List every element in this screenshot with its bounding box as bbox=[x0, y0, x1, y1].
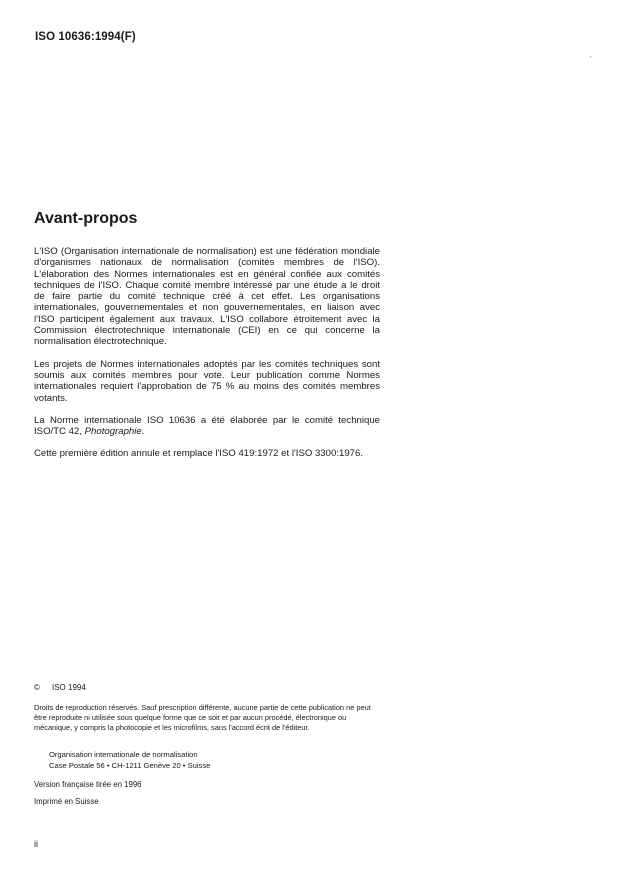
foreword-paragraph-1: L'ISO (Organisation internationale de normalisation) est une fédération mondiale d'organismes nationaux de normalisation (comités membres de l'ISO). L'élaboration des Normes internationales est en général confiée aux comités techniques de l'ISO. Chaque comité membre intéressé par une étude a le droit de faire partie du comité technique créé à cet effet. Les organisations internationales, gouvernementales et non gouvernementales, en liaison avec l'ISO participent également aux travaux. L'ISO collabore étroitement avec la Commission électrotechnique internationale (CEI) en ce qui concerne la normalisation électrotechnique. bbox=[34, 246, 380, 348]
foreword-paragraph-3 bbox=[34, 415, 380, 438]
postal-address: Case Postale 56 • CH-1211 Genève 20 • Suisse bbox=[49, 760, 211, 770]
copyright-icon: © bbox=[34, 683, 40, 692]
copyright-line bbox=[34, 683, 86, 692]
copyright-text: ISO 1994 bbox=[52, 683, 86, 692]
organisation-name: Organisation internationale de normalisation bbox=[49, 750, 198, 759]
version-note: Version française tirée en 1996 bbox=[34, 780, 142, 789]
committee-title: Photographie. bbox=[84, 426, 145, 438]
foreword-paragraph-2: Les projets de Normes internationales adoptés par les comités techniques sont soumis aux comités membres pour vote. Leur publication comme Normes internationales requiert l'approbation de 75 % au moins des comités membres votants. bbox=[34, 358, 380, 404]
foreword-title: Avant-propos bbox=[34, 210, 138, 227]
page-number: ii bbox=[34, 839, 38, 849]
standard-id-header: ISO 10636:1994(F) bbox=[35, 31, 136, 43]
rights-notice: Droits de reproduction réservés. Sauf prescription différente, aucune partie de cette publication ne peut être reproduite ni utilisée sous quelque forme que ce soit et par aucun procédé, électronique ou mécanique, y compris la photocopie et les microfilms, sans l'accord écrit de l'éditeur. bbox=[34, 703, 371, 732]
foreword-body bbox=[34, 246, 380, 471]
printed-note: Imprimé en Suisse bbox=[34, 797, 99, 806]
foreword-paragraph-4: Cette première édition annule et remplace l'ISO 419:1972 et l'ISO 3300:1976. bbox=[34, 448, 363, 460]
organisation-address bbox=[49, 750, 210, 771]
corner-mark: ' bbox=[590, 55, 592, 64]
paragraph-3-text: La Norme internationale ISO 10636 a été élaborée par le comité technique ISO/TC 42, bbox=[34, 414, 380, 438]
